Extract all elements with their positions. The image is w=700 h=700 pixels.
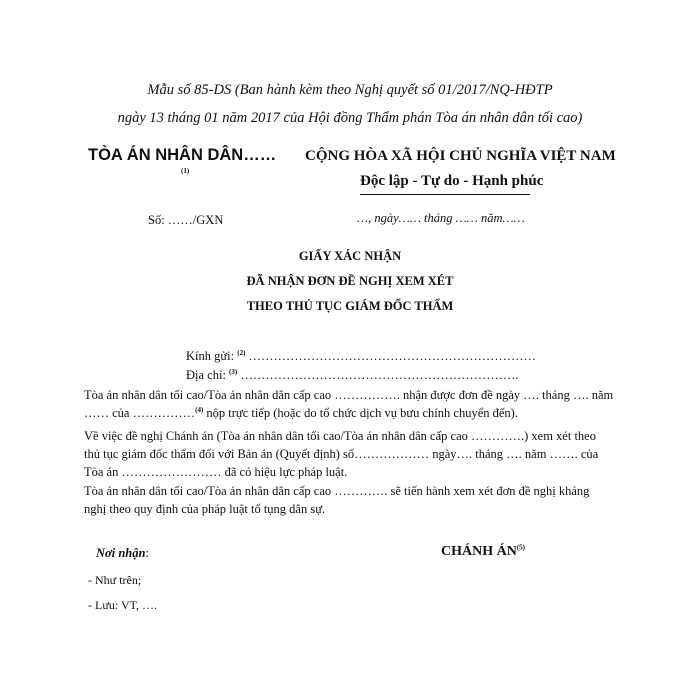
paragraph-1-text-b: nộp trực tiếp (hoặc do tổ chức dịch vụ bưu chính chuyển đến). (203, 406, 518, 420)
nation-name: CỘNG HÒA XÃ HỘI CHỦ NGHĨA VIỆT NAM (305, 148, 616, 164)
paragraph-1-footnote: (4) (195, 405, 204, 414)
motto-underline (360, 194, 530, 195)
recipient-footnote: (2) (237, 348, 246, 357)
title-line-2: ĐÃ NHẬN ĐƠN ĐỀ NGHỊ XEM XÉT (246, 274, 454, 288)
date-line: …, ngày…… tháng …… năm…… (357, 211, 525, 225)
address-label: Địa chỉ: (186, 368, 226, 382)
address-line (186, 368, 518, 383)
recipient-line (186, 349, 536, 364)
paragraph-1-text-a: Tòa án nhân dân tối cao/Tòa án nhân dân cấp cao ……………. nhận được đơn đề ngày …. tháng …. năm …… của …………… (84, 388, 614, 420)
recipient-value: …………………………………………………………… (248, 349, 537, 363)
address-footnote: (3) (229, 367, 238, 376)
signer-label: CHÁNH ÁN (441, 544, 517, 559)
document-number: Số: ……/GXN (148, 213, 224, 227)
form-note-line-2: ngày 13 tháng 01 năm 2017 của Hội đồng Thẩm phán Tòa án nhân dân tối cao) (117, 110, 583, 126)
court-name: TÒA ÁN NHÂN DÂN…… (88, 146, 277, 164)
receivers-label: Nơi nhận (96, 546, 146, 560)
signer-footnote: (5) (516, 543, 526, 552)
paragraph-3: Tòa án nhân dân tối cao/Tòa án nhân dân cấp cao …………. sẽ tiến hành xem xét đơn đề nghị kháng nghị theo quy định của pháp luật tố tụng dân sự. (84, 484, 590, 516)
receiver-item: - Như trên; (88, 573, 142, 587)
signer-title (441, 544, 525, 560)
receiver-item: - Lưu: VT, …. (88, 598, 158, 612)
recipient-label: Kính gửi: (186, 349, 235, 363)
form-note-line-1: Mẫu số 85-DS (Ban hành kèm theo Nghị quyết số 01/2017/NQ-HĐTP (147, 82, 553, 98)
nation-motto: Độc lập - Tự do - Hạnh phúc (360, 173, 544, 189)
receivers-heading (96, 546, 149, 561)
title-line-1: GIẤY XÁC NHẬN (298, 249, 402, 263)
address-value: …………………………………………………………. (240, 368, 519, 382)
paragraph-2: Về việc đề nghị Chánh án (Tòa án nhân dân tối cao/Tòa án nhân dân cấp cao ………….) xem xét theo thủ tục giám đốc thẩm đối với Bản án (Quyết định) số……………… ngày…. tháng …. năm ……. của Tòa án …………………… đã có hiệu lực pháp luật. (84, 429, 599, 479)
court-footnote: (1) (181, 167, 190, 175)
receivers-colon: : (145, 546, 149, 560)
paragraph-1 (84, 386, 614, 422)
title-line-3: THEO THỦ TỤC GIÁM ĐỐC THẨM (246, 299, 454, 313)
